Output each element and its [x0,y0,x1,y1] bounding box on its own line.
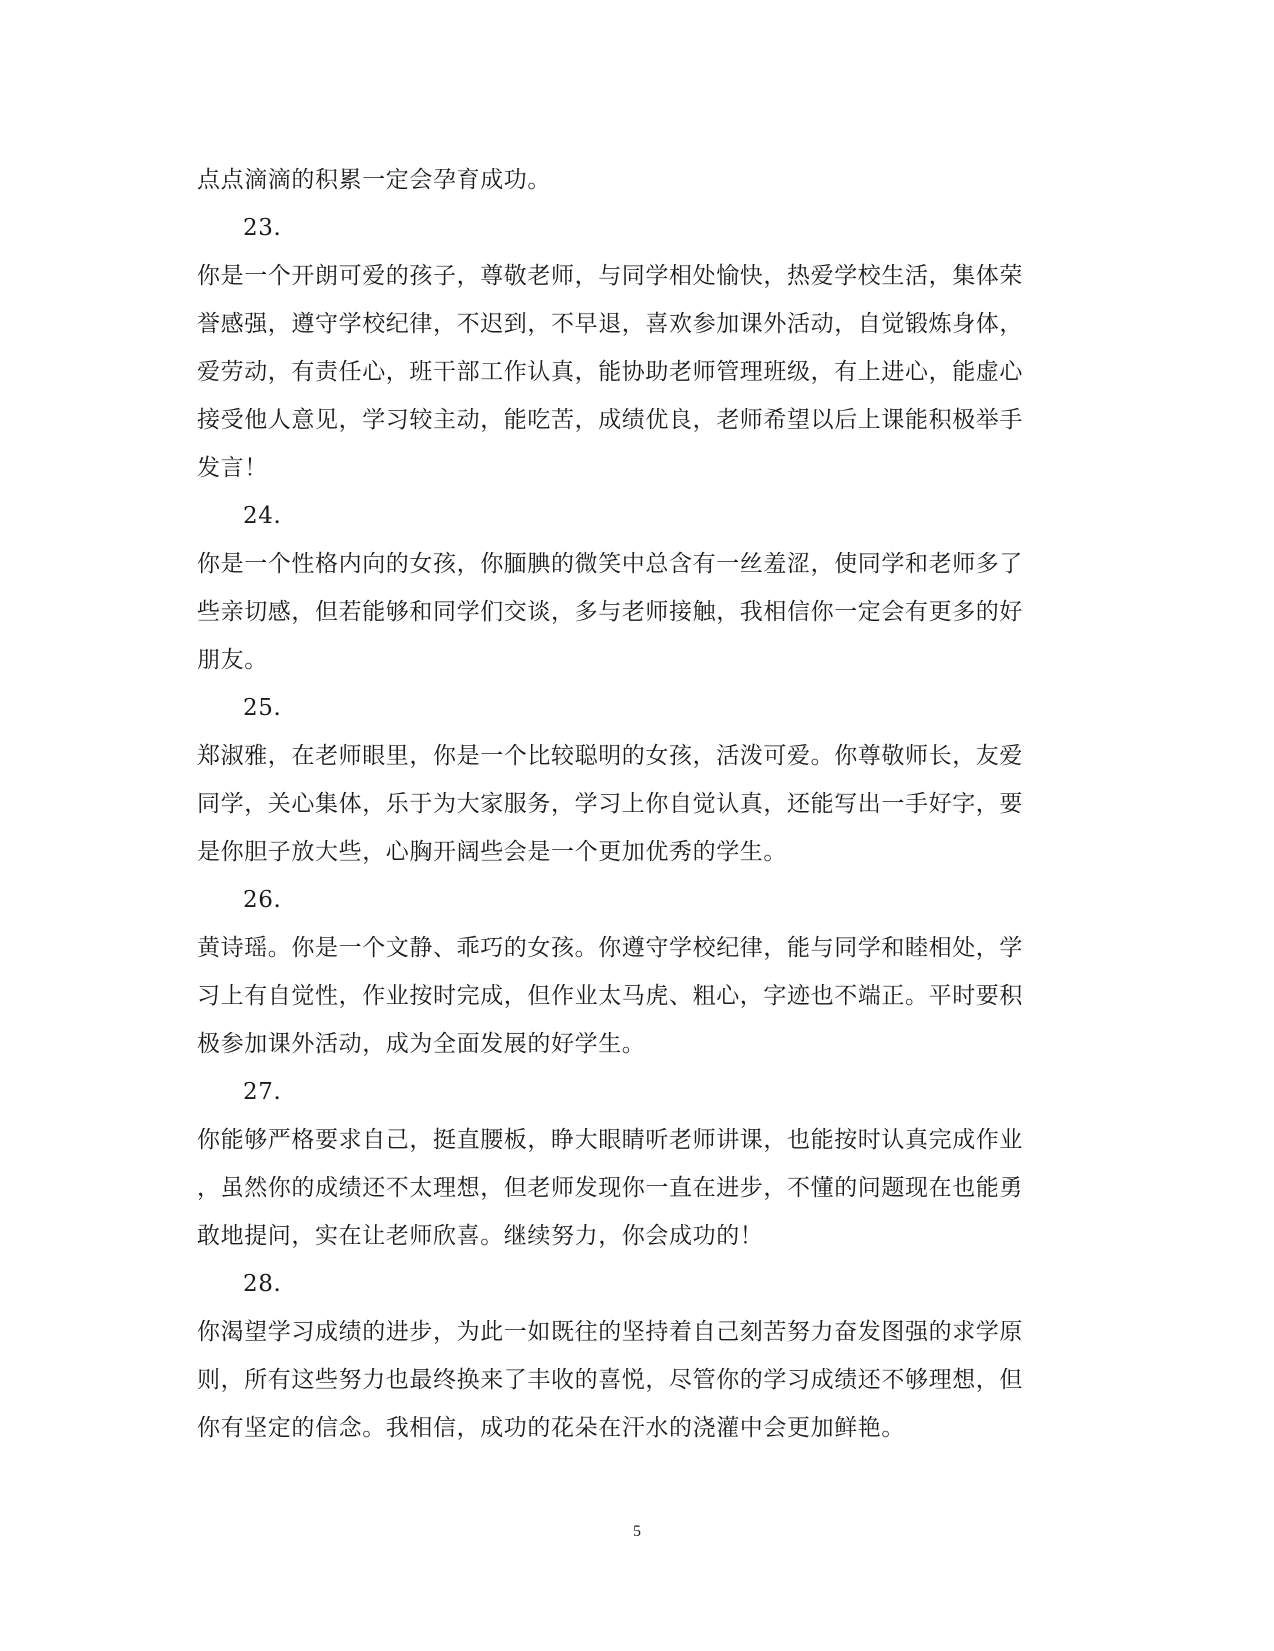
paragraph-line: 朋友。 [197,647,268,673]
entry-number: 23. [243,215,282,241]
paragraph-line: 你能够严格要求自己，挺直腰板，睁大眼睛听老师讲课，也能按时认真完成作业 [197,1127,1023,1153]
paragraph-line: 你有坚定的信念。我相信，成功的花朵在汗水的浇灌中会更加鲜艳。 [197,1415,905,1441]
paragraph-line: 是你胆子放大些，心胸开阔些会是一个更加优秀的学生。 [197,839,787,865]
paragraph-line: ，虽然你的成绩还不太理想，但老师发现你一直在进步，不懂的问题现在也能勇 [197,1175,1023,1201]
paragraph-line: 黄诗瑶。你是一个文静、乖巧的女孩。你遵守学校纪律，能与同学和睦相处，学 [197,935,1023,961]
page-body [197,156,1077,1452]
entry-number: 28. [243,1271,282,1297]
entry-number: 27. [243,1079,282,1105]
paragraph-line: 接受他人意见，学习较主动，能吃苦，成绩优良，老师希望以后上课能积极举手 [197,407,1023,433]
entry-number: 26. [243,887,282,913]
paragraph-line: 点点滴滴的积累一定会孕育成功。 [197,167,551,193]
paragraph-line: 些亲切感，但若能够和同学们交谈，多与老师接触，我相信你一定会有更多的好 [197,599,1023,625]
paragraph-line: 誉感强，遵守学校纪律，不迟到，不早退，喜欢参加课外活动，自觉锻炼身体， [197,311,1023,337]
entry-number: 25. [243,695,282,721]
paragraph-line: 敢地提问，实在让老师欣喜。继续努力，你会成功的！ [197,1223,764,1249]
paragraph-line: 同学，关心集体，乐于为大家服务，学习上你自觉认真，还能写出一手好字，要 [197,791,1023,817]
paragraph-line: 你是一个开朗可爱的孩子，尊敬老师，与同学相处愉快，热爱学校生活，集体荣 [197,263,1023,289]
paragraph-line: 你是一个性格内向的女孩，你腼腆的微笑中总含有一丝羞涩，使同学和老师多了 [197,551,1023,577]
paragraph-line: 郑淑雅，在老师眼里，你是一个比较聪明的女孩，活泼可爱。你尊敬师长，友爱 [197,743,1023,769]
entry-number: 24. [243,503,282,529]
paragraph-line: 你渴望学习成绩的进步，为此一如既往的坚持着自己刻苦努力奋发图强的求学原 [197,1319,1023,1345]
paragraph-line: 爱劳动，有责任心，班干部工作认真，能协助老师管理班级，有上进心，能虚心 [197,359,1023,385]
paragraph-line: 发言！ [197,455,268,481]
paragraph-line: 则，所有这些努力也最终换来了丰收的喜悦，尽管你的学习成绩还不够理想，但 [197,1367,1023,1393]
paragraph-line: 极参加课外活动，成为全面发展的好学生。 [197,1031,646,1057]
paragraph-line: 习上有自觉性，作业按时完成，但作业太马虎、粗心，字迹也不端正。平时要积 [197,983,1023,1009]
page-number: 5 [633,1523,641,1540]
